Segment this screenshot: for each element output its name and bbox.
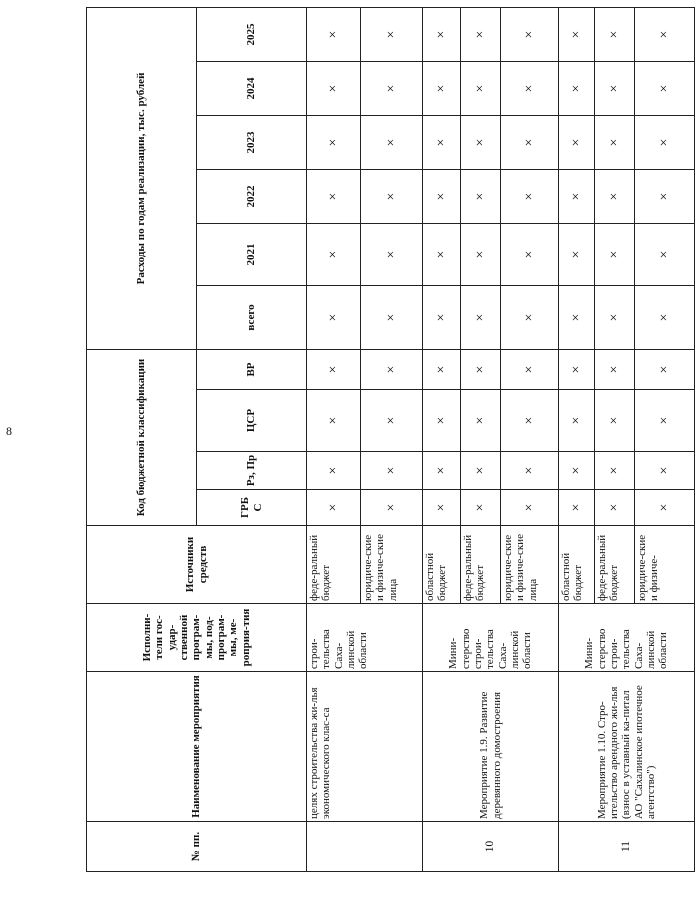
cross-mark: × (635, 490, 695, 526)
cross-mark: × (595, 116, 635, 170)
cross-mark: × (501, 350, 559, 390)
cross-mark: × (461, 62, 501, 116)
cross-mark: × (307, 452, 361, 490)
executor: Мини-стерство строи-тельства Саха-линской области (559, 604, 695, 672)
header-total: всего (197, 286, 307, 350)
cross-mark: × (361, 7, 423, 61)
header-sources: Источники средств (87, 526, 307, 604)
cross-mark: × (595, 7, 635, 61)
cross-mark: × (501, 390, 559, 452)
funding-source: областной бюджет (423, 526, 461, 604)
cross-mark: × (423, 116, 461, 170)
cross-mark: × (635, 224, 695, 286)
cross-mark: × (461, 170, 501, 224)
cross-mark: × (307, 224, 361, 286)
cross-mark: × (307, 350, 361, 390)
cross-mark: × (595, 286, 635, 350)
header-year-2025: 2025 (197, 7, 307, 61)
cross-mark: × (423, 350, 461, 390)
cross-mark: × (559, 490, 595, 526)
cross-mark: × (595, 224, 635, 286)
cross-mark: × (501, 490, 559, 526)
cross-mark: × (423, 170, 461, 224)
executor: Мини-стерство строи-тельства Саха-линской области (423, 604, 559, 672)
cross-mark: × (307, 62, 361, 116)
cross-mark: × (361, 390, 423, 452)
cross-mark: × (461, 116, 501, 170)
cross-mark: × (635, 452, 695, 490)
header-vr: ВР (197, 350, 307, 390)
cross-mark: × (595, 452, 635, 490)
funding-source: юридиче-ские и физиче-ские лица (501, 526, 559, 604)
header-executor: Исполни-тели гос-удар-ственной програм-мы, под-програм-мы, ме-роприя-тия (87, 604, 307, 672)
cross-mark: × (461, 390, 501, 452)
cross-mark: × (559, 350, 595, 390)
cross-mark: × (307, 7, 361, 61)
cross-mark: × (307, 286, 361, 350)
cross-mark: × (595, 170, 635, 224)
funding-source: феде-ральный бюджет (461, 526, 501, 604)
cross-mark: × (423, 7, 461, 61)
funding-source: феде-ральный бюджет (307, 526, 361, 604)
cross-mark: × (559, 170, 595, 224)
funding-source: областной бюджет (559, 526, 595, 604)
cross-mark: × (361, 286, 423, 350)
cross-mark: × (461, 224, 501, 286)
cross-mark: × (559, 62, 595, 116)
header-year-2023: 2023 (197, 116, 307, 170)
cross-mark: × (307, 116, 361, 170)
cross-mark: × (501, 224, 559, 286)
page-number: 8 (6, 424, 12, 438)
cross-mark: × (307, 490, 361, 526)
cross-mark: × (361, 62, 423, 116)
header-budget-code: Код бюджетной классификации (87, 350, 197, 526)
header-year-2022: 2022 (197, 170, 307, 224)
cross-mark: × (361, 116, 423, 170)
header-year-2024: 2024 (197, 62, 307, 116)
row-number: 10 (423, 822, 559, 872)
funding-source: юридиче-ские и физиче-ские лица (361, 526, 423, 604)
cross-mark: × (423, 62, 461, 116)
cross-mark: × (423, 286, 461, 350)
table-row (559, 7, 595, 871)
funding-source: феде-ральный бюджет (595, 526, 635, 604)
cross-mark: × (361, 170, 423, 224)
cross-mark: × (595, 62, 635, 116)
cross-mark: × (307, 390, 361, 452)
activity-name: целях строительства жи-лья экономического клас-са (307, 672, 423, 822)
cross-mark: × (595, 390, 635, 452)
cross-mark: × (461, 490, 501, 526)
cross-mark: × (635, 390, 695, 452)
table-row (423, 7, 461, 871)
cross-mark: × (423, 224, 461, 286)
activity-name: Мероприятие 1.9. Развитие деревянного домостроения (423, 672, 559, 822)
executor: строи-тельства Саха-линской области (307, 604, 423, 672)
header-expenses: Расходы по годам реализации, тыс. рублей (87, 7, 197, 349)
header-year-2021: 2021 (197, 224, 307, 286)
cross-mark: × (595, 350, 635, 390)
header-name: Наименование мероприятия (87, 672, 307, 822)
cross-mark: × (501, 170, 559, 224)
cross-mark: × (423, 452, 461, 490)
cross-mark: × (559, 286, 595, 350)
cross-mark: × (635, 170, 695, 224)
cross-mark: × (635, 350, 695, 390)
cross-mark: × (559, 452, 595, 490)
cross-mark: × (559, 390, 595, 452)
row-number: 11 (559, 822, 695, 872)
cross-mark: × (423, 490, 461, 526)
cross-mark: × (307, 170, 361, 224)
cross-mark: × (501, 286, 559, 350)
cross-mark: × (559, 7, 595, 61)
cross-mark: × (361, 490, 423, 526)
cross-mark: × (501, 62, 559, 116)
cross-mark: × (635, 7, 695, 61)
cross-mark: × (635, 286, 695, 350)
header-num: № пп. (87, 822, 307, 872)
cross-mark: × (461, 7, 501, 61)
cross-mark: × (423, 390, 461, 452)
header-grbs: ГРБ С (197, 490, 307, 526)
cross-mark: × (559, 224, 595, 286)
cross-mark: × (361, 350, 423, 390)
budget-table (86, 7, 695, 872)
cross-mark: × (501, 116, 559, 170)
cross-mark: × (635, 116, 695, 170)
header-csr: ЦСР (197, 390, 307, 452)
cross-mark: × (559, 116, 595, 170)
cross-mark: × (461, 286, 501, 350)
cross-mark: × (595, 490, 635, 526)
table-row (307, 7, 361, 871)
cross-mark: × (461, 452, 501, 490)
rotated-table-area (86, 0, 672, 904)
cross-mark: × (501, 452, 559, 490)
cross-mark: × (361, 224, 423, 286)
header-rz-pr: Рз, Пр (197, 452, 307, 490)
cross-mark: × (501, 7, 559, 61)
funding-source: юридиче-ские и физиче- (635, 526, 695, 604)
cross-mark: × (361, 452, 423, 490)
cross-mark: × (635, 62, 695, 116)
rotated-table-container (86, 23, 672, 904)
row-number (307, 822, 423, 872)
cross-mark: × (461, 350, 501, 390)
activity-name: Мероприятие 1.10. Стро-ительство арендного жи-лья (взнос в уставный ка-питал АО "Сахалинское ипотечное агентство") (559, 672, 695, 822)
header-row-1 (87, 7, 197, 871)
